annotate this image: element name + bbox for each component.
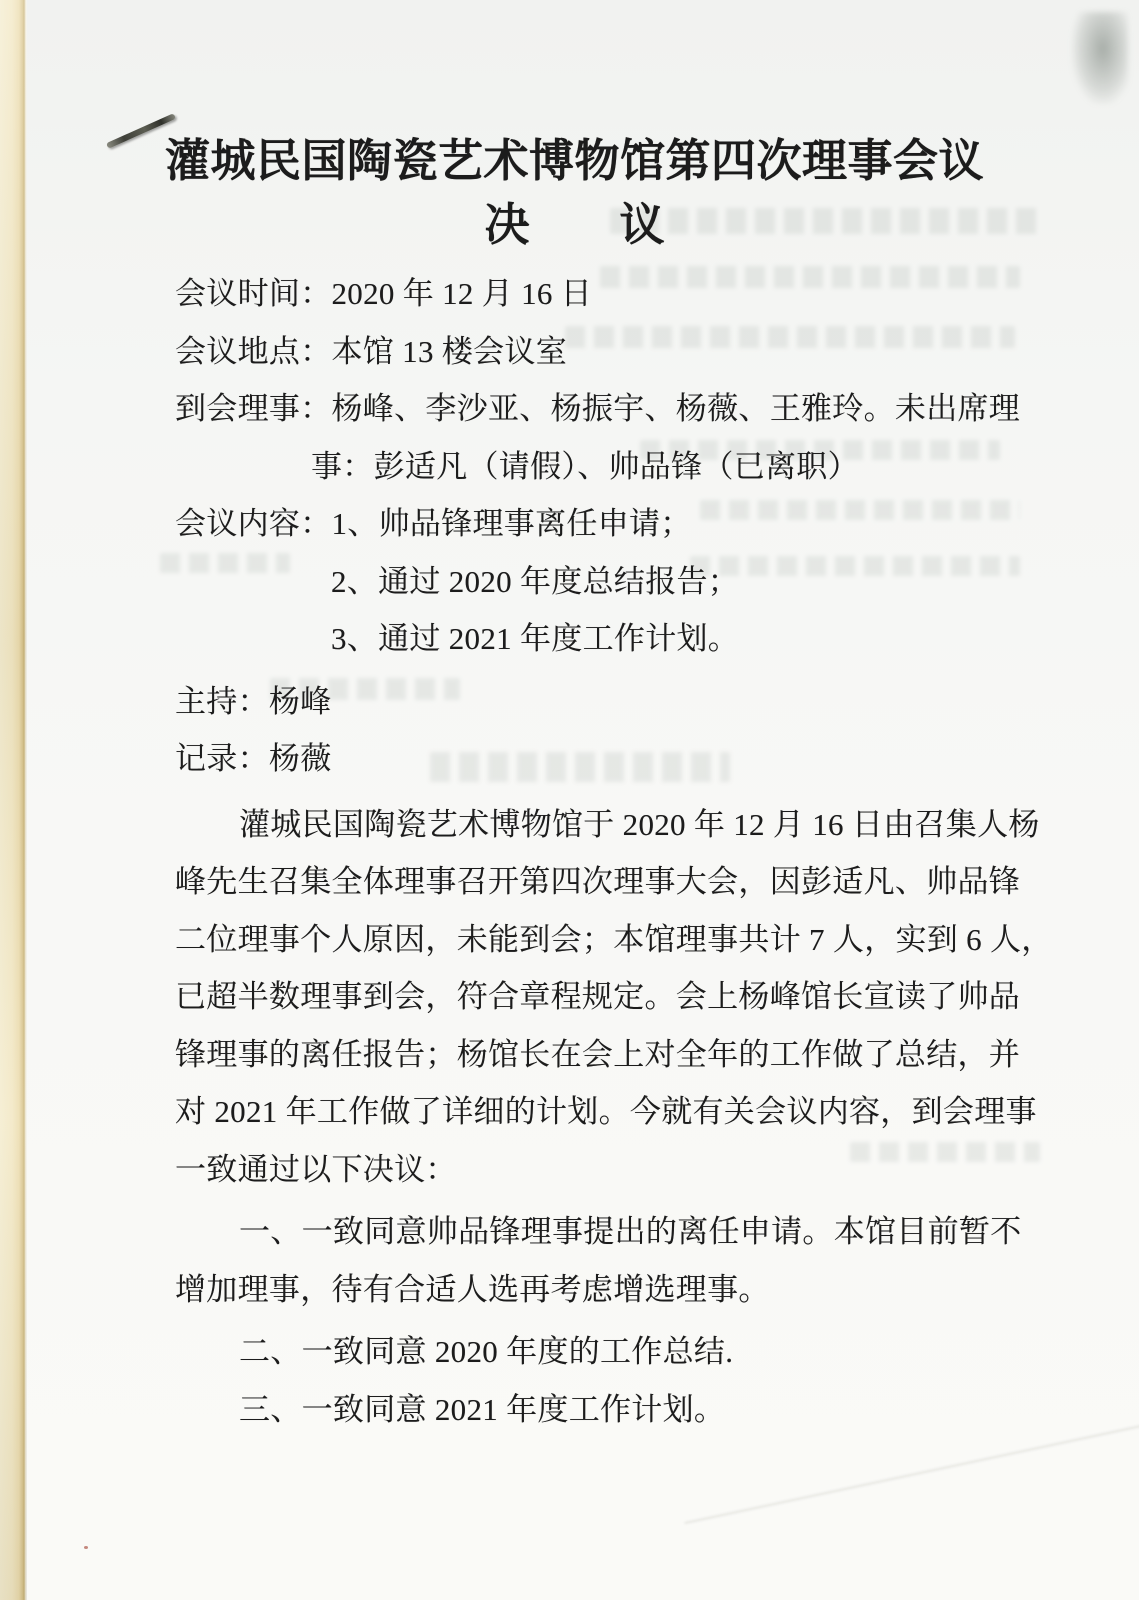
- doc-title-line2: 决 议: [484, 200, 665, 250]
- resolution-2-line: 二、一致同意 2020 年度的工作总结.: [239, 1334, 734, 1370]
- body-paragraph-line: 二位理事个人原因，未能到会；本馆理事共计 7 人，实到 6 人，: [175, 921, 1053, 957]
- agenda-item-1: 会议内容：1、帅品锋理事离任申请；: [175, 506, 692, 542]
- attendees-line-1: 到会理事：杨峰、李沙亚、杨振宇、杨薇、王雅玲。未出席理: [175, 391, 1021, 427]
- ink-speck: [84, 1546, 88, 1549]
- resolution-1-line-1: 一、一致同意帅品锋理事提出的离任申请。本馆目前暂不: [239, 1214, 1022, 1250]
- agenda-item-3: 3、通过 2021 年度工作计划。: [331, 621, 740, 657]
- agenda-item-2: 2、通过 2020 年度总结报告；: [331, 563, 740, 599]
- resolution-1-line-2: 增加理事，待有合适人选再考虑增选理事。: [175, 1271, 770, 1307]
- scan-smudge: [1072, 12, 1128, 104]
- host-line: 主持：杨峰: [175, 683, 332, 719]
- attendees-line-2: 事：彭适凡（请假）、帅品锋（已离职）: [311, 448, 859, 484]
- body-paragraph-line: 已超半数理事到会，符合章程规定。会上杨峰馆长宣读了帅品: [175, 979, 1021, 1015]
- resolution-3-line: 三、一致同意 2021 年度工作计划。: [239, 1391, 726, 1427]
- body-paragraph-line: 一致通过以下决议：: [175, 1151, 457, 1187]
- recorder-line: 记录：杨薇: [175, 741, 332, 777]
- meeting-time-line: 会议时间：2020 年 12 月 16 日: [175, 276, 593, 312]
- document-title: [10, 130, 1139, 254]
- document-body: [175, 262, 1075, 1435]
- body-paragraph-line: 峰先生召集全体理事召开第四次理事大会，因彭适凡、帅品锋: [175, 864, 1021, 900]
- meeting-place-line: 会议地点：本馆 13 楼会议室: [175, 333, 567, 369]
- body-paragraph-line: 对 2021 年工作做了详细的计划。今就有关会议内容，到会理事: [175, 1094, 1037, 1130]
- doc-title-line1: 灌城民国陶瓷艺术博物馆第四次理事会议: [164, 136, 984, 186]
- body-paragraph-line: 锋理事的离任报告；杨馆长在会上对全年的工作做了总结，并: [175, 1036, 1021, 1072]
- body-paragraph-line: 灌城民国陶瓷艺术博物馆于 2020 年 12 月 16 日由召集人杨: [239, 806, 1040, 842]
